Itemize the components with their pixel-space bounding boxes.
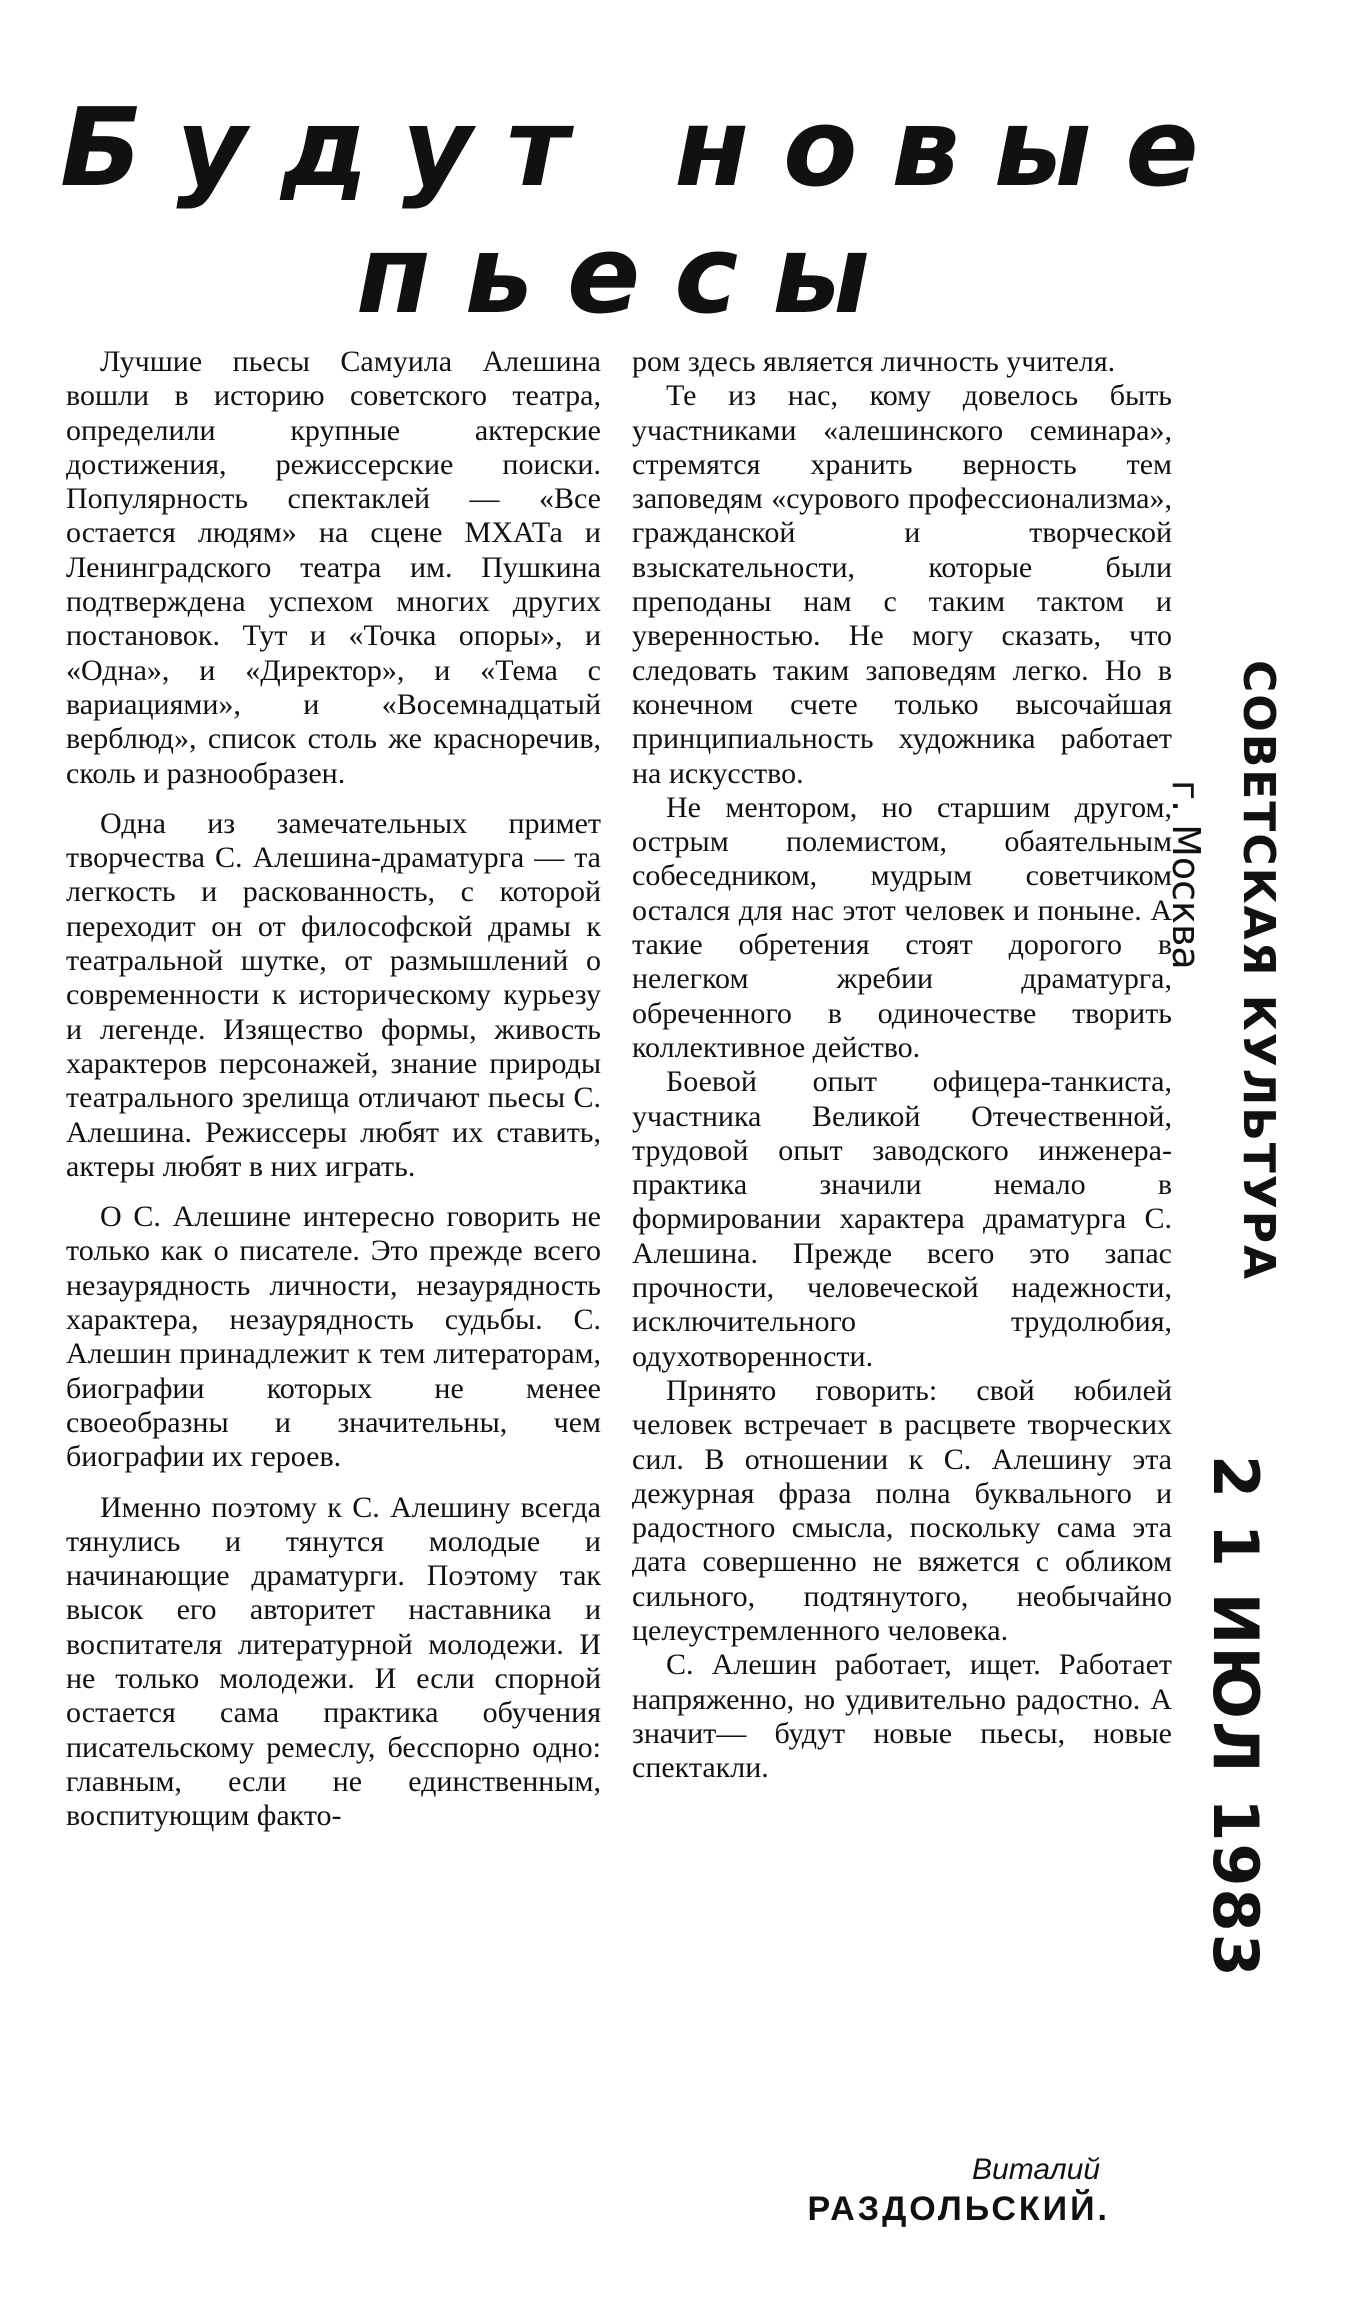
newspaper-city: г. Москва — [1164, 780, 1208, 970]
author-first-name: Виталий — [972, 2153, 1100, 2186]
paragraph: О С. Алешине интересно говорить не только как о писателе. Это прежде всего незаурядность личности, незаурядность характера, незаурядность судьбы. С. Алешин принадлежит к тем литераторам, биографии которых не менее своеобразны и значительны, чем биографии их героев. — [66, 1200, 601, 1474]
paragraph: Боевой опыт офицера-танкиста, участника Великой Отечественной, трудовой опыт заводского инженера-практика значили немало в формировании характера драматурга С. Алешина. Прежде всего это запас прочности, человеческой надежности, исключительного трудолюбия, одухотворенности. — [632, 1065, 1172, 1373]
author-signature — [780, 2152, 1110, 2230]
newspaper-name: СОВЕТСКАЯ КУЛЬТУРА — [1233, 660, 1284, 1282]
newspaper-stamp — [1222, 660, 1332, 1282]
article-column-left — [66, 345, 601, 1833]
paragraph: ром здесь является личность учителя. — [632, 345, 1116, 378]
headline-line-1: Будут новые — [60, 86, 1233, 211]
paragraph: Принято говорить: свой юбилей человек встречает в расцвете творческих сил. В отношении к С. Алешину эта дежурная фраза полна буквального и радостного смысла, поскольку сама эта дата совершенно не вяжется с обликом сильного, подтянутого, необычайно целеустремленного человека. — [632, 1373, 1172, 1647]
paragraph: Те из нас, кому довелось быть участниками «алешинского семинара», стремятся хранить верность тем заповедям «сурового профессионализма», гражданской и творческой взыскательности, которые были преподаны нам с таким тактом и уверенностью. Не могу сказать, что следовать таким заповедям легко. Но в конечном счете только высочайшая принципиальность художника работает на искусство. — [632, 379, 1172, 790]
paragraph: Одна из замечательных примет творчества С. Алешина-драматурга — та легкость и раскованность, с которой переходит он от философской драмы к театральной шутке, от размышлений о современности к историческому курьезу и легенде. Изящество формы, живость характеров персонажей, знание природы театрального зрелища отличают пьесы С. Алешина. Режиссеры любят их ставить, актеры любят в них играть. — [66, 806, 601, 1183]
paragraph: Лучшие пьесы Самуила Алешина вошли в историю советского театра, определили крупные актерские достижения, режиссерские поиски. Популярность спектаклей — «Все остается людям» на сцене МХАТа и Ленинградского театра им. Пушкина подтверждена успехом многих других постановок. Тут и «Точка опоры», и «Одна», и «Директор», и «Тема с вариациями», и «Восемнадцатый верблюд», список столь же красноречив, сколь и разнообразен. — [66, 345, 601, 790]
article-column-right — [632, 345, 1172, 1785]
paragraph: С. Алешин работает, ищет. Работает напряженно, но удивительно радостно. А значит— будут новые пьесы, новые спектакли. — [632, 1648, 1172, 1785]
author-last-name: РАЗДОЛЬСКИЙ. — [807, 2190, 1110, 2228]
paragraph: Именно поэтому к С. Алешину всегда тянулись и тянутся молодые и начинающие драматурги. Поэтому так высок его авторитет наставника и воспитателя литературной молодежи. И не только молодежи. И если спорной остается сама практика обучения писательскому ремеслу, бесспорно одно: главным, если не единственным, воспитующим факто- — [66, 1490, 601, 1833]
date-stamp: 2 1 ИЮЛ 1983 — [1199, 1455, 1272, 1979]
paragraph: Не ментором, но старшим другом, острым полемистом, обаятельным собеседником, мудрым советчиком остался для нас этот человек и поныне. А такие обретения стоят дорогого в нелегком жребии драматурга, обреченного в одиночестве творить коллективное действо. — [632, 790, 1172, 1064]
headline-line-2: пьесы — [356, 213, 904, 338]
